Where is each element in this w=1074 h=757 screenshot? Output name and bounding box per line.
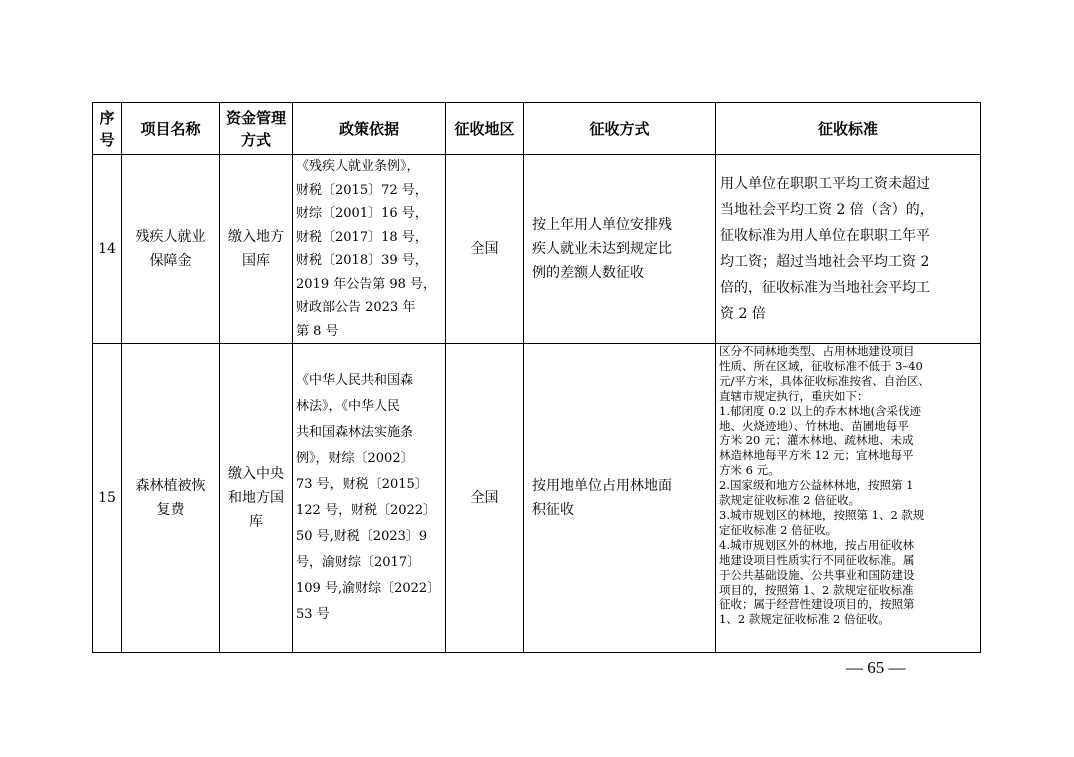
row-number: 14 [93,155,122,344]
item-name: 森林植被恢 复费 [122,344,220,653]
header-no: 序 号 [93,103,122,155]
header-basis: 政策依据 [293,103,446,155]
fund-method: 缴入地方 国库 [220,155,293,344]
policy-basis: 《中华人民共和国森 林法》，《中华人民 共和国森林法实施条 例》，财综〔2002〕 73 号，财税〔2015〕 122 号，财税〔2022〕 50 号,财税〔2023〕9 号，渝财综〔2017〕 109 号,渝财综〔2022〕 53 号 [293,344,446,653]
collection-method: 按用地单位占用林地面 积征收 [524,344,716,653]
fee-table [92,102,981,653]
header-name: 项目名称 [122,103,220,155]
table-row [93,344,981,653]
header-method: 征收方式 [524,103,716,155]
header-row [93,103,981,155]
header-standard: 征收标准 [716,103,981,155]
collection-standard: 区分不同林地类型、占用林地建设项目 性质、所在区域，征收标准不低于 3–40 元/平方米，具体征收标准按省、自治区、 直辖市规定执行，重庆如下： 1.郁闭度 0.2 以上的乔木林地(含采伐迹 地、火烧迹地）、竹林地、苗圃地每平 方米 20 元；灌木林地、疏林地、未成 林造林地每平方米 12 元；宜林地每平 方米 6 元。 2.国家级和地方公益林林地，按照第 1 款规定征收标准 2 倍征收。 3.城市规划区的林地，按照第 1、2 款规 定征收标准 2 倍征收。 4.城市规划区外的林地，按占用征收林 地建设项目性质实行不同征收标准。属 于公共基础设施、公共事业和国防建设 项目的，按照第 1、2 款规定征收标准 征收；属于经营性建设项目的，按照第 1、2 款规定征收标准 2 倍征收。 [716,344,981,653]
header-region: 征收地区 [446,103,524,155]
row-number: 15 [93,344,122,653]
collection-standard: 用人单位在职职工平均工资未超过 当地社会平均工资 2 倍（含）的， 征收标准为用人单位在职职工年平 均工资；超过当地社会平均工资 2 倍的，征收标准为当地社会平均工 资 2 倍 [716,155,981,344]
page-number: — 65 — [846,658,906,677]
item-name: 残疾人就业 保障金 [122,155,220,344]
table-row [93,155,981,344]
collection-region: 全国 [446,344,524,653]
header-fund: 资金管理 方式 [220,103,293,155]
policy-basis: 《残疾人就业条例》， 财税〔2015〕72 号， 财综〔2001〕16 号， 财税〔2017〕18 号， 财税〔2018〕39 号， 2019 年公告第 98 号， 财政部公告 2023 年 第 8 号 [293,155,446,344]
collection-region: 全国 [446,155,524,344]
collection-method: 按上年用人单位安排残 疾人就业未达到规定比 例的差额人数征收 [524,155,716,344]
fund-method: 缴入中央 和地方国 库 [220,344,293,653]
